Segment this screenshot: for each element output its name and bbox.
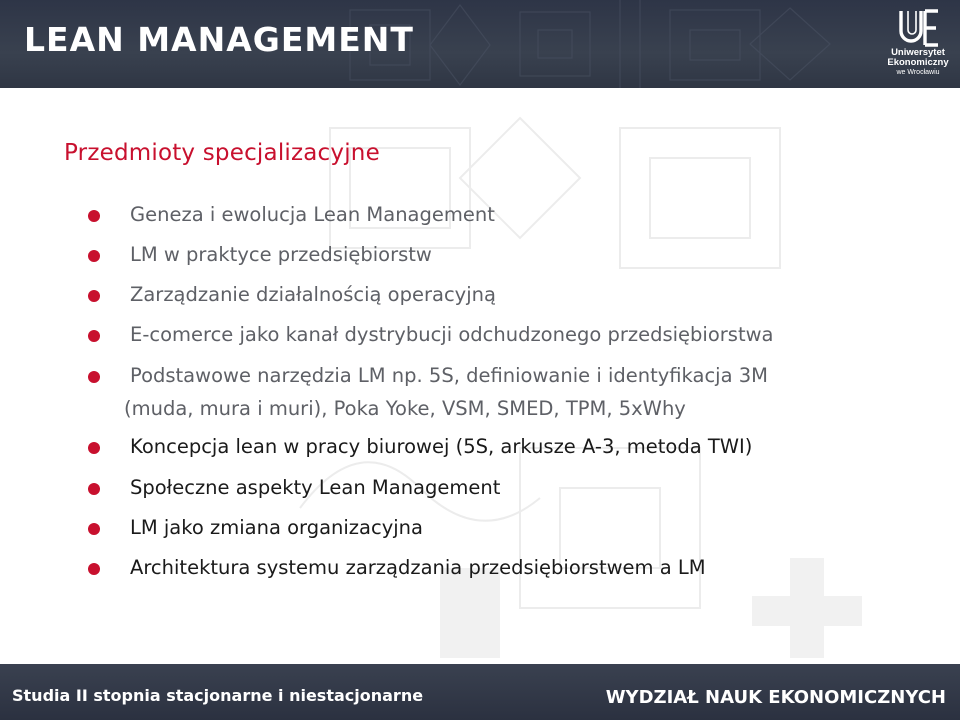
logo-line-1: Uniwersytet (891, 47, 945, 58)
bullet-dot (88, 483, 100, 495)
logo-line-2: Ekonomiczny (887, 57, 949, 68)
list-item-text: Koncepcja lean w pracy biurowej (5S, arkusze A-3, metoda TWI) (130, 435, 753, 458)
list-item-text: Społeczne aspekty Lean Management (130, 476, 501, 499)
list-item-text (124, 359, 768, 425)
bullet-dot (88, 371, 100, 383)
logo-text (880, 48, 956, 78)
footer-faculty-label: WYDZIAŁ NAUK EKONOMICZNYCH (605, 687, 946, 708)
bullet-dot (88, 210, 100, 222)
header-bar (0, 0, 960, 88)
list-item-text: LM w praktyce przedsiębiorstw (130, 243, 432, 266)
bullet-dot (88, 330, 100, 342)
list-item-text-line-1: Podstawowe narzędzia LM np. 5S, definiowanie i identyfikacja 3M (130, 364, 768, 387)
section-title: Przedmioty specjalizacyjne (64, 140, 380, 166)
ue-logo-icon (898, 8, 940, 48)
bullet-dot (88, 523, 100, 535)
bullet-dot (88, 442, 100, 454)
bullet-dot (88, 563, 100, 575)
list-item-text: E-comerce jako kanał dystrybucji odchudzonego przedsiębiorstwa (130, 323, 774, 346)
logo-line-3: we Wrocławiu (896, 69, 940, 76)
university-logo (880, 6, 956, 84)
list-item-text: Geneza i ewolucja Lean Management (130, 203, 495, 226)
list-item-text-line-2: (muda, mura i muri), Poka Yoke, VSM, SMED, TPM, 5xWhy (124, 397, 686, 420)
list-item-text: LM jako zmiana organizacyjna (130, 516, 423, 539)
bullet-dot (88, 290, 100, 302)
list-item-text: Zarządzanie działalnością operacyjną (130, 283, 496, 306)
footer-bar (0, 664, 960, 720)
list-item-text: Architektura systemu zarządzania przedsiębiorstwem a LM (130, 556, 706, 579)
bullet-dot (88, 250, 100, 262)
header-pattern (340, 0, 860, 88)
presentation-title: LEAN MANAGEMENT (24, 20, 414, 59)
footer-program-label: Studia II stopnia stacjonarne i niestacjonarne (12, 686, 424, 705)
